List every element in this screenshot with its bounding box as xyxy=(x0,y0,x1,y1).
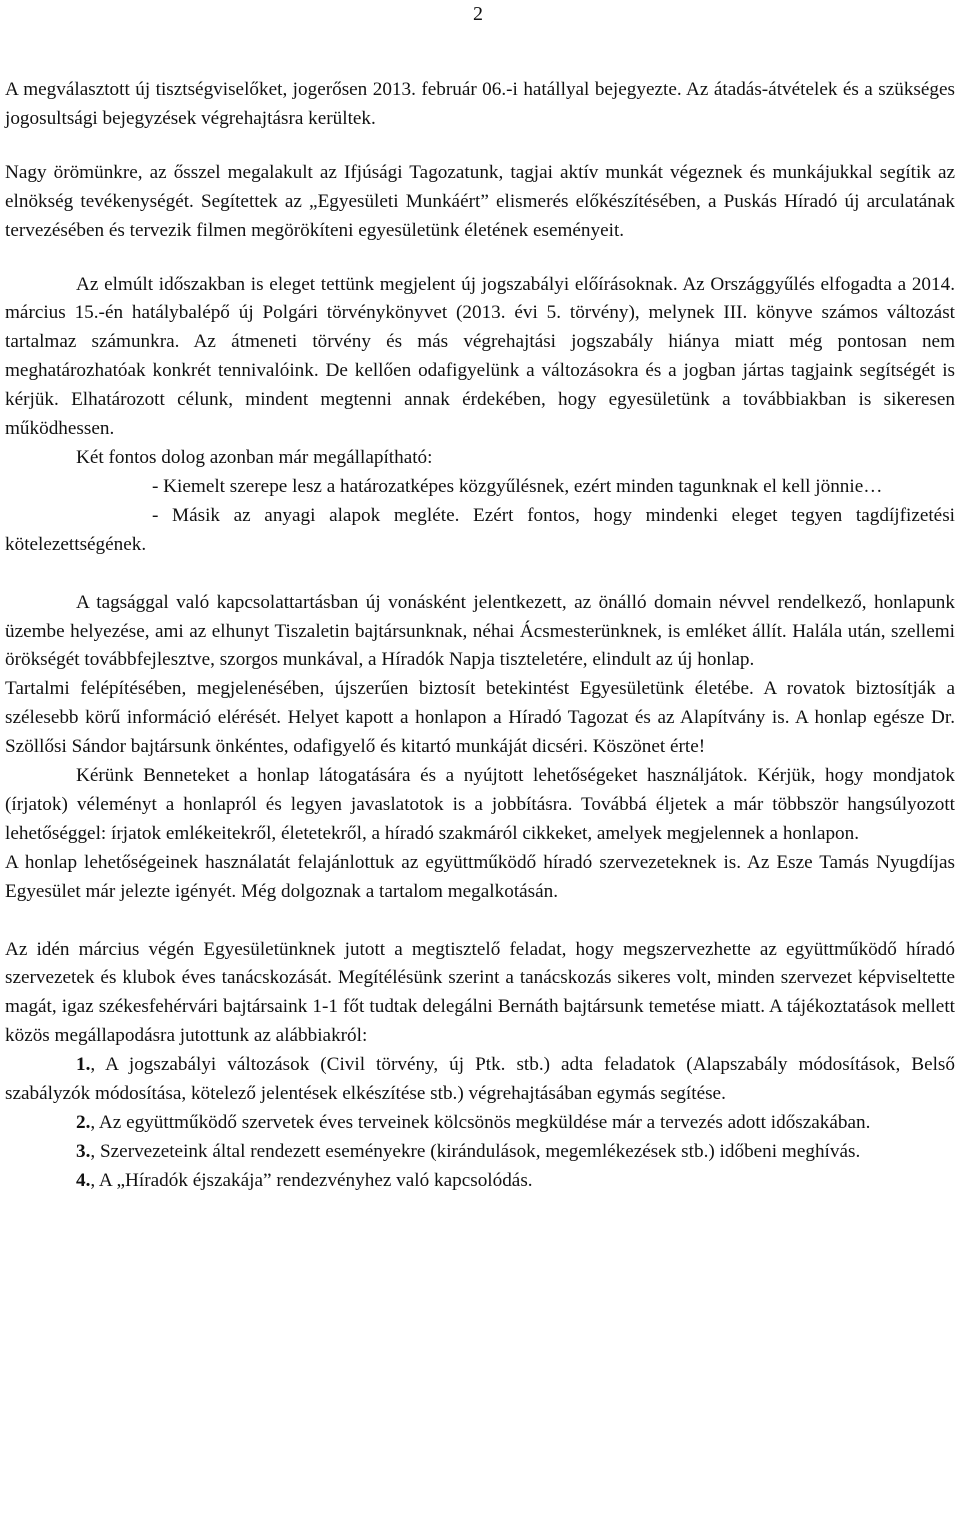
paragraph-legislation: Az elmúlt időszakban is eleget tettünk megjelent új jogszabályi előírásoknak. Az Országgyűlés elfogadta a 2014. március 15.-én hatálybalépő új Polgári törvénykönyvet (2013. évi 5. törvény), melynek III. könyve számos változást tartalmaz számunkra. Az átmeneti törvény és más végrehajtási jogszabály hiánya miatt még pontosan nem meghatározhatóak konkrét tennivalóink. De kellően odafigyelünk a változásokra és a jogban jártas tagjaink segítségét is kérjük. Elhatározott célunk, mindent megtenni annak érdekében, hogy egyesületünk a továbbiakban is sikeresen működhessen. xyxy=(5,273,955,440)
paragraph-membership-fee: - Másik az anyagi alapok megléte. Ezért fontos, hogy mindenki eleget tegyen tagdíjfizetési kötelezettségének. xyxy=(5,504,955,555)
paragraph-spacer xyxy=(5,560,955,589)
paragraph-spacer xyxy=(5,907,955,936)
agreement-item-text: , Szervezeteink által rendezett eseményekre (kirándulások, megemlékezések stb.) időbeni meghívás. xyxy=(90,1140,861,1162)
paragraph-youth-section: Nagy örömünkre, az ősszel megalakult az Ifjúsági Tagozatunk, tagjai aktív munkát végeznek és munkájukkal segítik az elnökség tevékenységét. Segítettek az „Egyesületi Munkáért” elismerés előkészítésében, a Puskás Híradó új arculatának tervezésében és tervezik filmen megörökíteni egyesületünk életének eseményeit. xyxy=(5,161,955,241)
agreement-item-4 xyxy=(5,1167,955,1196)
agreement-item-number: 3. xyxy=(76,1140,91,1162)
document-body xyxy=(5,76,955,1196)
agreement-item-text: , A jogszabályi változások (Civil törvény, új Ptk. stb.) adta feladatok (Alapszabály módosítások, Belső szabályzók módosítása, kötelező jelentések elkészítése stb.) végrehajtásában egymás segítése. xyxy=(5,1054,955,1105)
paragraph-general-assembly: - Kiemelt szerepe lesz a határozatképes közgyűlésnek, ezért minden tagunknak el kell jönnie… xyxy=(152,475,883,497)
paragraph-website-content: Tartalmi felépítésében, megjelenésében, újszerűen biztosít betekintést Egyesületünk életébe. A rovatok biztosítják a szélesebb körű információ elérését. Helyet kapott a honlapon a Híradó Tagozat és az Alapítvány is. A honlap egésze Dr. Szöllősi Sándor bajtársunk önkéntes, odafigyelő és kitartó munkáját dicséri. Köszönet érte! xyxy=(5,678,955,758)
agreement-item-number: 2. xyxy=(76,1112,91,1133)
agreement-item-number: 1. xyxy=(76,1054,91,1076)
agreement-item-number: 4. xyxy=(76,1169,91,1191)
agreement-item-text: , A „Híradók éjszakája” rendezvényhez való kapcsolódás. xyxy=(90,1169,533,1191)
agreement-item-1 xyxy=(5,1051,955,1109)
paragraph-two-things: Két fontos dolog azonban már megállapítható: xyxy=(76,446,433,468)
paragraph-website: A tagsággal való kapcsolattartásban új vonásként jelentkezett, az önálló domain névvel rendelkező, honlapunk üzembe helyezése, ami az elhunyt Tiszaletin bajtársunknak, néhai Ácsmesterünknek, is emléket állít. Halála után, szellemi örökségét továbbfejlesztve, szorgos munkával, a Híradók Napja tiszteletére, elindult az új honlap. xyxy=(5,591,955,671)
agreement-item-2 xyxy=(5,1109,955,1138)
paragraph-spacer xyxy=(5,246,955,271)
paragraph-spacer xyxy=(5,134,955,159)
page-number: 2 xyxy=(473,3,483,25)
agreement-item-3 xyxy=(5,1138,955,1167)
paragraph-conference: Az idén március végén Egyesületünknek jutott a megtisztelő feladat, hogy megszervezhette az együttműködő híradó szervezetek és klubok éves tanácskozását. Megítélésünk szerint a tanácskozás sikeres volt, minden szervezet képviseltette magát, igaz székesfehérvári bajtársaink 1-1 főt tudtak delegálni Bernáth bajtársunk temetése miatt. A tájékoztatások mellett közös megállapodásra jutottunk az alábbiakról: xyxy=(5,938,955,1047)
paragraph-registration: A megválasztott új tisztségviselőket, jogerősen 2013. február 06.-i hatállyal bejegyezte. Az átadás-átvételek és a szükséges jogosultsági bejegyzések végrehajtásra kerültek. xyxy=(5,79,955,129)
paragraph-website-request: Kérünk Benneteket a honlap látogatására és a nyújtott lehetőségeket használjátok. Kérjük, hogy mondjatok (írjatok) véleményt a honlapról és legyen javaslatotok is a jobbításra. Továbbá éljetek a már többször hangsúlyozott lehetőséggel: írjatok emlékeitekről, életetekről, a híradó szakmáról cikkeket, amelyek megjelennek a honlapon. xyxy=(5,765,955,844)
agreement-item-text: , Az együttműködő szervetek éves terveinek kölcsönös megküldése már a tervezés adott időszakában. xyxy=(90,1112,871,1133)
paragraph-website-offer: A honlap lehetőségeinek használatát felajánlottuk az együttműködő híradó szervezeteknek is. Az Esze Tamás Nyugdíjas Egyesület már jelezte igényét. Még dolgoznak a tartalom megalkotásán. xyxy=(5,851,955,902)
